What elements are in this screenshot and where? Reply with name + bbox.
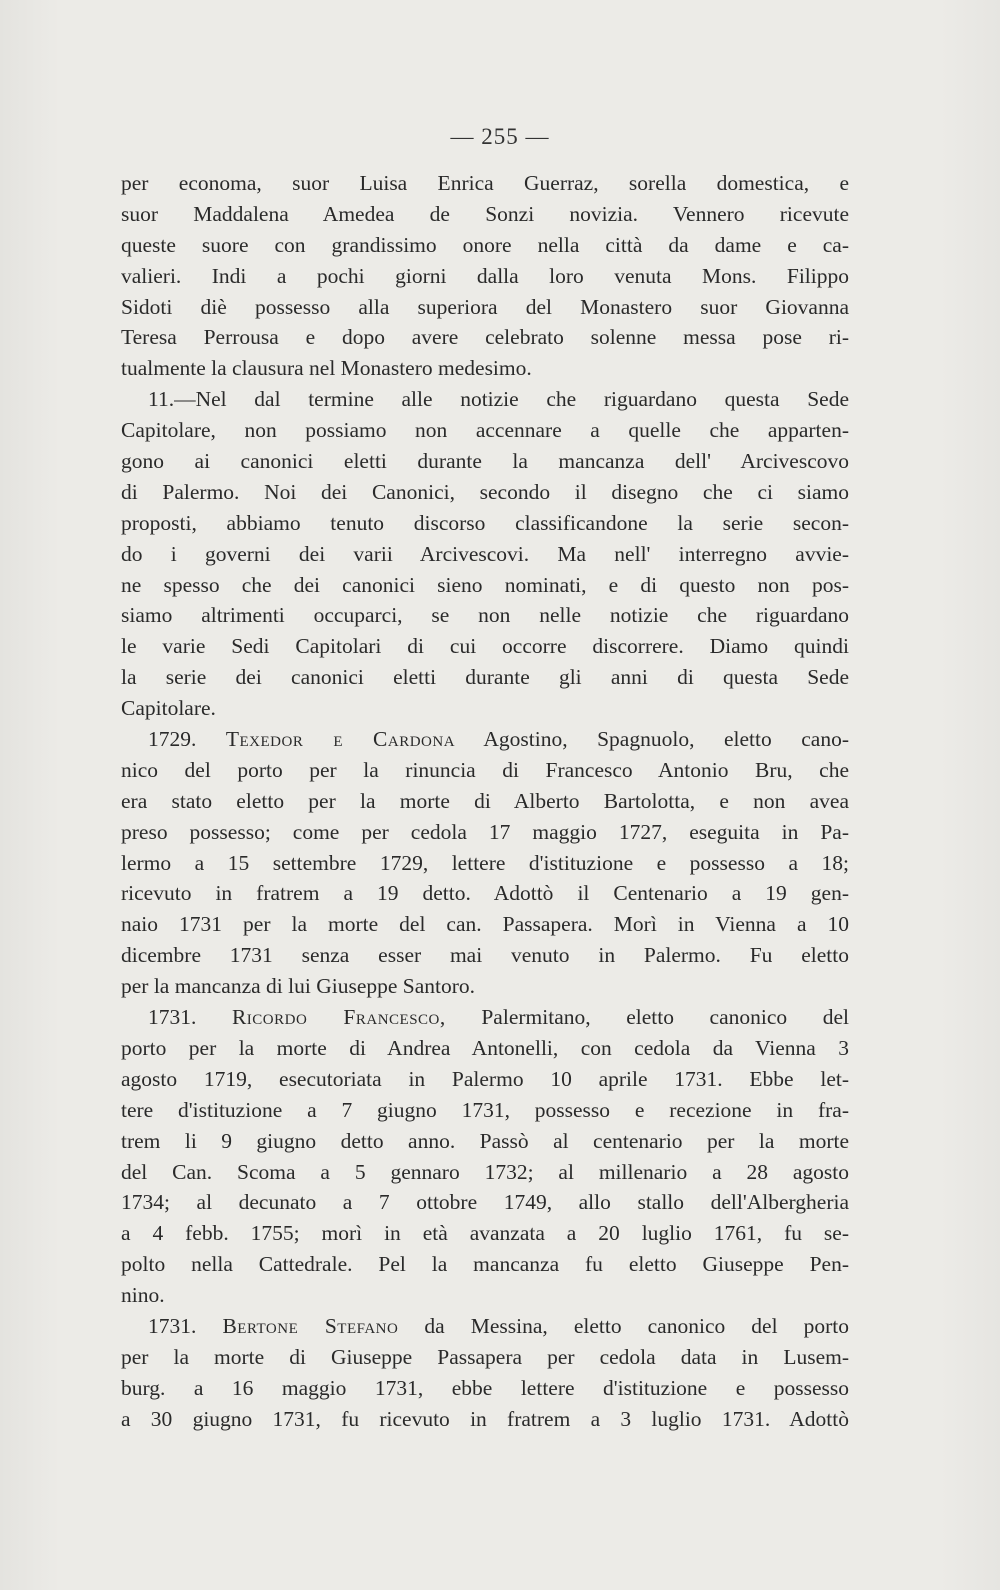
text-line: agosto 1719, esecutoriata in Palermo 10 aprile 1731. Ebbe let-	[121, 1066, 849, 1091]
text-line: del Can. Scoma a 5 gennaro 1732; al millenario a 28 agosto	[121, 1159, 849, 1184]
entry-name: Bertone Stefano	[222, 1313, 399, 1338]
entry-name: Texedor e Cardona	[225, 727, 456, 752]
paragraph-section-11	[121, 384, 849, 724]
text-line: do i governi dei varii Arcivescovi. Ma nell' interregno avvie-	[121, 541, 849, 566]
text-line: era stato eletto per la morte di Alberto Bartolotta, e non avea	[121, 788, 849, 813]
entry-name: Ricordo Francesco,	[231, 1005, 446, 1030]
entry-text: da Messina, eletto canonico del porto	[424, 1313, 849, 1338]
text-line: le varie Sedi Capitolari di cui occorre discorrere. Diamo quindi	[121, 634, 849, 659]
text-line: proposti, abbiamo tenuto discorso classificandone la serie secon-	[121, 510, 849, 535]
text-line: 11.—Nel dal termine alle notizie che riguardano questa Sede	[148, 387, 849, 412]
text-line: di Palermo. Noi dei Canonici, secondo il disegno che ci siamo	[121, 479, 849, 504]
page-number: — 255 —	[450, 124, 550, 149]
entry-year: 1731.	[148, 1005, 197, 1030]
text-line: la serie dei canonici eletti durante gli anni di questa Sede	[121, 665, 849, 690]
text-line: Sidoti diè possesso alla superiora del Monastero suor Giovanna	[121, 294, 849, 319]
text-line: queste suore con grandissimo onore nella città da dame e ca-	[121, 232, 849, 257]
text-line: tualmente la clausura nel Monastero medesimo.	[121, 356, 532, 381]
text-line: preso possesso; come per cedola 17 maggio 1727, eseguita in Pa-	[121, 819, 849, 844]
entry-first-line	[121, 724, 849, 755]
text-line: 1734; al decunato a 7 ottobre 1749, allo stallo dell'Albergheria	[121, 1190, 849, 1215]
entry-first-line	[121, 1002, 849, 1033]
text-line: siamo altrimenti occuparci, se non nelle notizie che riguardano	[121, 603, 849, 628]
text-line: Capitolare.	[121, 696, 216, 721]
entry-texedor	[121, 724, 849, 1002]
text-line: polto nella Cattedrale. Pel la mancanza fu eletto Giuseppe Pen-	[121, 1252, 849, 1277]
text-line: Teresa Perrousa e dopo avere celebrato solenne messa pose ri-	[121, 325, 849, 350]
text-line: tere d'istituzione a 7 giugno 1731, possesso e recezione in fra-	[121, 1097, 849, 1122]
paragraph-convent	[121, 168, 849, 384]
entry-text: Palermitano, eletto canonico del	[481, 1005, 849, 1030]
text-line: nico del porto per la rinuncia di Francesco Antonio Bru, che	[121, 757, 849, 782]
entry-first-line	[121, 1311, 849, 1342]
text-line: gono ai canonici eletti durante la mancanza dell' Arcivescovo	[121, 449, 849, 474]
text-line: ne spesso che dei canonici sieno nominati, e di questo non pos-	[121, 572, 849, 597]
text-line: trem li 9 giugno detto anno. Passò al centenario per la morte	[121, 1128, 849, 1153]
text-line: a 30 giugno 1731, fu ricevuto in fratrem a 3 luglio 1731. Adottò	[121, 1406, 849, 1431]
text-line: nino.	[121, 1283, 165, 1308]
text-line: valieri. Indi a pochi giorni dalla loro venuta Mons. Filippo	[121, 263, 849, 288]
text-line: per la mancanza di lui Giuseppe Santoro.	[121, 974, 476, 999]
entry-year: 1731.	[148, 1313, 197, 1338]
text-line: Capitolare, non possiamo non accennare a quelle che apparten-	[121, 418, 849, 443]
text-line: per economa, suor Luisa Enrica Guerraz, sorella domestica, e	[121, 171, 849, 195]
text-line: porto per la morte di Andrea Antonelli, con cedola da Vienna 3	[121, 1035, 849, 1060]
text-line: a 4 febb. 1755; morì in età avanzata a 20 luglio 1761, fu se-	[121, 1221, 849, 1246]
text-line: burg. a 16 maggio 1731, ebbe lettere d'istituzione e possesso	[121, 1375, 849, 1400]
entry-text: Agostino, Spagnuolo, eletto cano-	[483, 727, 849, 752]
entry-ricordo	[121, 1002, 849, 1311]
text-line: ricevuto in fratrem a 19 detto. Adottò il Centenario a 19 gen-	[121, 881, 849, 906]
text-body	[121, 168, 849, 1435]
text-line: lermo a 15 settembre 1729, lettere d'istituzione e possesso a 18;	[121, 850, 849, 875]
entry-year: 1729.	[148, 727, 197, 752]
text-line: dicembre 1731 senza esser mai venuto in Palermo. Fu eletto	[121, 943, 849, 968]
text-line: suor Maddalena Amedea de Sonzi novizia. Vennero ricevute	[121, 201, 849, 226]
entry-bertone	[121, 1311, 849, 1435]
text-line: naio 1731 per la morte del can. Passapera. Morì in Vienna a 10	[121, 912, 849, 937]
text-line: per la morte di Giuseppe Passapera per cedola data in Lusem-	[121, 1344, 849, 1369]
